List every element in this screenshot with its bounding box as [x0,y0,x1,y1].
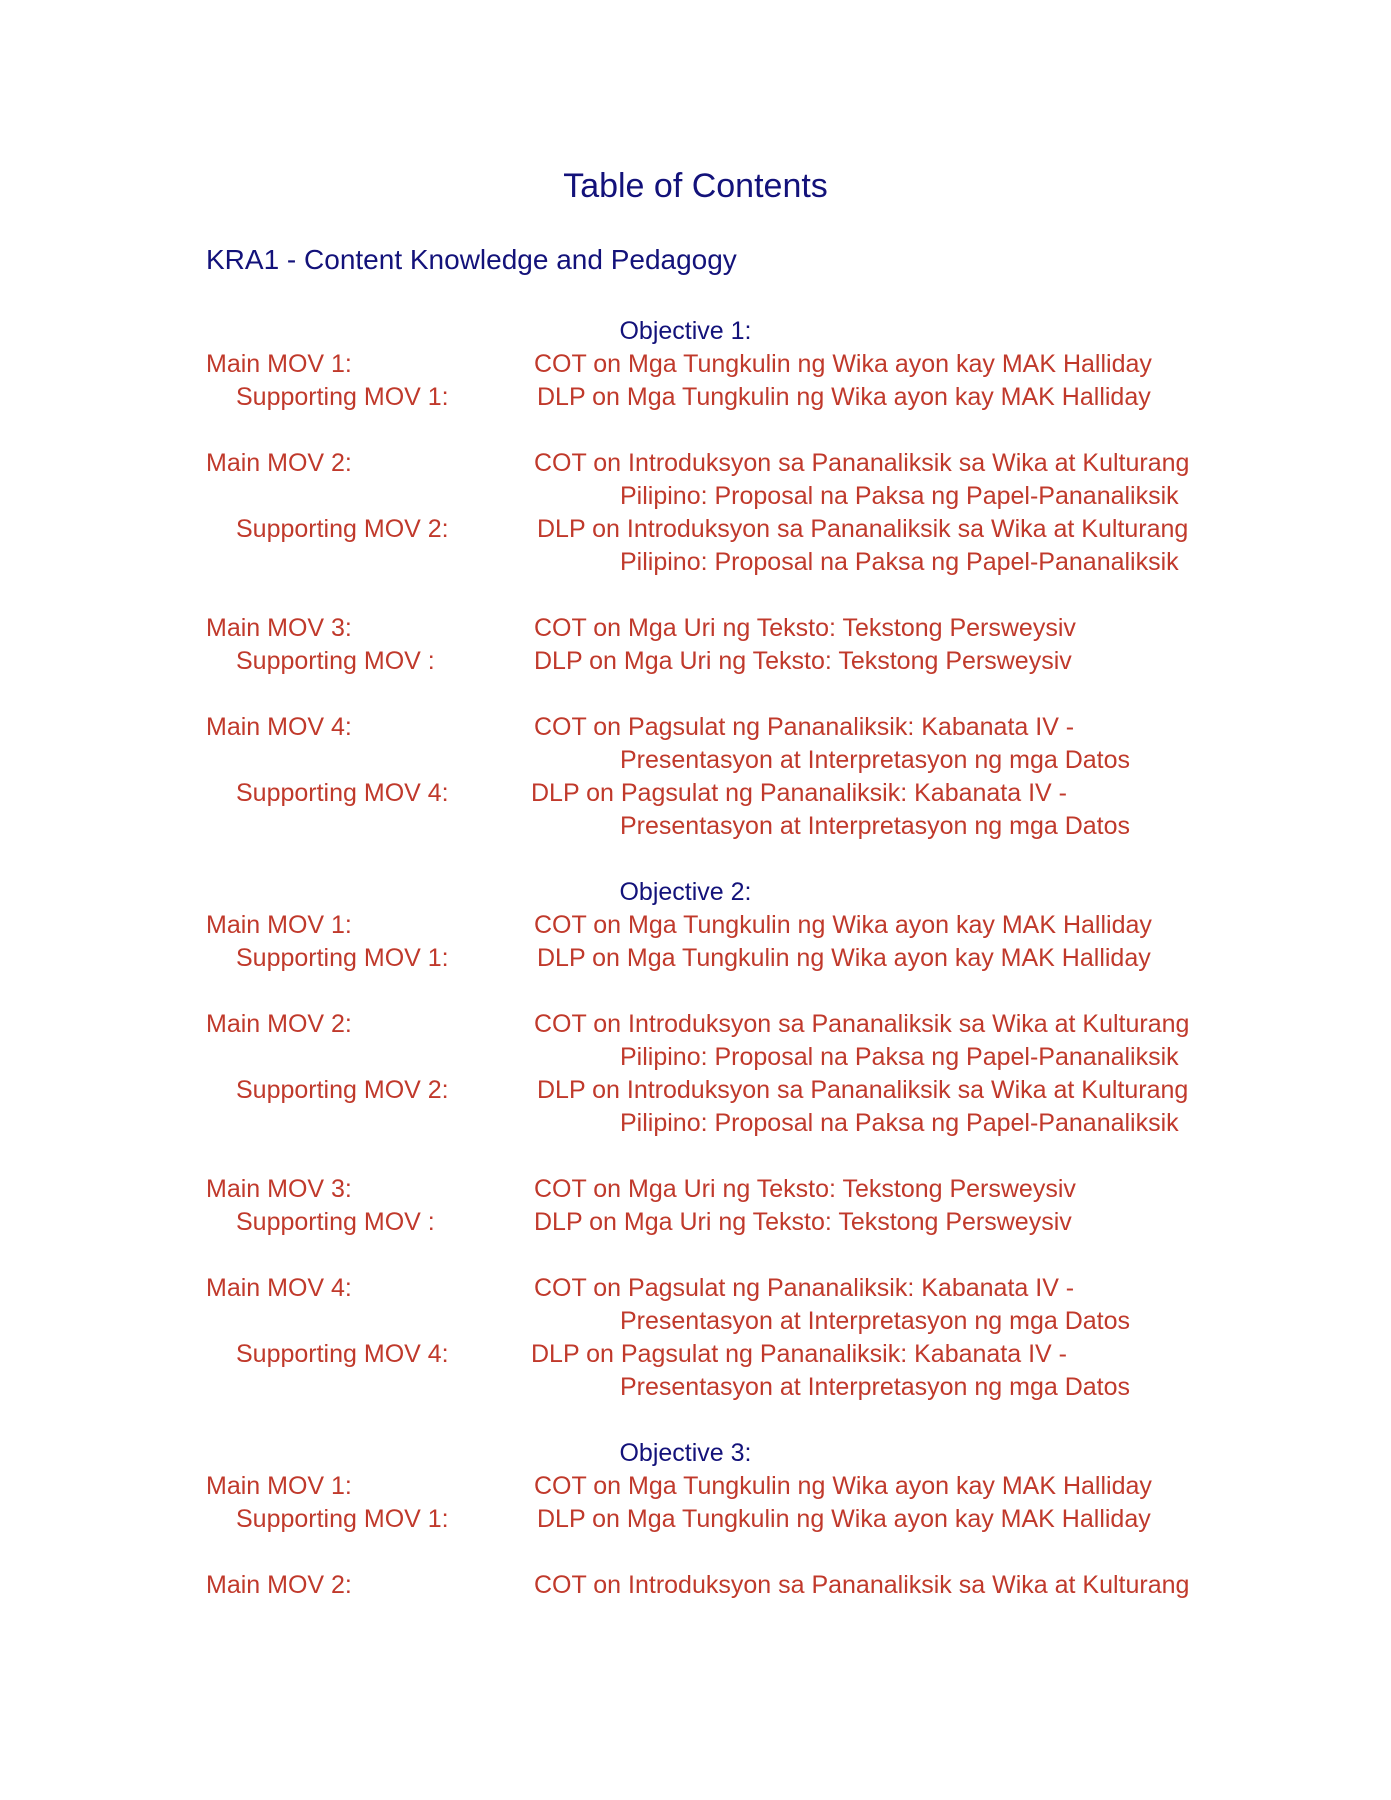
main-mov-title: COT on Introduksyon sa Pananaliksik sa Wika at Kulturang [534,1571,1190,1599]
main-mov-label: Main MOV 1: [206,1472,352,1500]
objective-heading [0,1437,1391,1470]
main-mov-title: COT on Pagsulat ng Pananaliksik: Kabanata IV - [534,713,1075,741]
spacer [0,579,1391,612]
main-mov-title: COT on Pagsulat ng Pananaliksik: Kabanata IV - [534,1274,1075,1302]
main-mov-row [0,612,1391,645]
main-mov-label: Main MOV 2: [206,1010,352,1038]
main-mov-row [0,348,1391,381]
supporting-mov-title: DLP on Mga Tungkulin ng Wika ayon kay MAK Halliday [537,1505,1151,1533]
main-mov-title-continued [0,480,1391,513]
main-mov-label: Main MOV 3: [206,1175,352,1203]
kra-heading: KRA1 - Content Knowledge and Pedagogy [206,244,737,275]
main-mov-title: COT on Mga Uri ng Teksto: Tekstong Persweysiv [534,1175,1076,1203]
objective-heading [0,876,1391,909]
supporting-mov-title: DLP on Mga Uri ng Teksto: Tekstong Persweysiv [534,647,1072,675]
main-mov-row [0,909,1391,942]
supporting-mov-title-line: Pilipino: Proposal na Paksa ng Papel-Pananaliksik [620,1109,1179,1137]
supporting-mov-row [0,777,1391,810]
main-mov-row [0,1272,1391,1305]
supporting-mov-title-continued [0,546,1391,579]
supporting-mov-title-continued [0,1107,1391,1140]
main-mov-row [0,1569,1391,1602]
main-mov-row [0,1173,1391,1206]
supporting-mov-title-line: Presentasyon at Interpretasyon ng mga Datos [620,1373,1131,1401]
supporting-mov-row [0,1503,1391,1536]
supporting-mov-label: Supporting MOV 1: [236,944,449,972]
spacer [0,1536,1391,1569]
objective-heading-text: Objective 1: [619,317,752,345]
supporting-mov-title: DLP on Mga Uri ng Teksto: Tekstong Persweysiv [534,1208,1072,1236]
supporting-mov-title: DLP on Pagsulat ng Pananaliksik: Kabanata IV - [531,1340,1067,1368]
supporting-mov-row [0,1074,1391,1107]
main-mov-label: Main MOV 1: [206,911,352,939]
objective-heading-text: Objective 2: [619,878,752,906]
supporting-mov-title-continued [0,810,1391,843]
supporting-mov-label: Supporting MOV : [236,1208,435,1236]
supporting-mov-row [0,942,1391,975]
supporting-mov-row [0,381,1391,414]
main-mov-row [0,711,1391,744]
main-mov-label: Main MOV 4: [206,1274,352,1302]
supporting-mov-row [0,513,1391,546]
supporting-mov-title: DLP on Pagsulat ng Pananaliksik: Kabanata IV - [531,779,1067,807]
supporting-mov-label: Supporting MOV 1: [236,1505,449,1533]
main-mov-row [0,1470,1391,1503]
supporting-mov-row [0,645,1391,678]
main-mov-label: Main MOV 2: [206,1571,352,1599]
supporting-mov-label: Supporting MOV 2: [236,515,449,543]
objective-heading [0,315,1391,348]
main-mov-title: COT on Mga Tungkulin ng Wika ayon kay MAK Halliday [534,1472,1152,1500]
supporting-mov-title: DLP on Introduksyon sa Pananaliksik sa Wika at Kulturang [537,1076,1189,1104]
main-mov-label: Main MOV 2: [206,449,352,477]
spacer [0,975,1391,1008]
main-mov-label: Main MOV 4: [206,713,352,741]
spacer [0,1140,1391,1173]
main-mov-title-line: Presentasyon at Interpretasyon ng mga Datos [620,746,1131,774]
supporting-mov-row [0,1206,1391,1239]
main-mov-title-continued [0,1041,1391,1074]
supporting-mov-title-line: Presentasyon at Interpretasyon ng mga Datos [620,812,1131,840]
supporting-mov-title: DLP on Mga Tungkulin ng Wika ayon kay MAK Halliday [537,944,1151,972]
supporting-mov-label: Supporting MOV 1: [236,383,449,411]
main-mov-title-line: Pilipino: Proposal na Paksa ng Papel-Pananaliksik [620,482,1179,510]
main-mov-title: COT on Introduksyon sa Pananaliksik sa Wika at Kulturang [534,1010,1190,1038]
main-mov-title-continued [0,744,1391,777]
spacer [0,1239,1391,1272]
main-mov-title-continued [0,1305,1391,1338]
supporting-mov-title-line: Pilipino: Proposal na Paksa ng Papel-Pananaliksik [620,548,1179,576]
main-mov-title: COT on Mga Uri ng Teksto: Tekstong Persweysiv [534,614,1076,642]
main-mov-title: COT on Mga Tungkulin ng Wika ayon kay MAK Halliday [534,350,1152,378]
supporting-mov-label: Supporting MOV : [236,647,435,675]
spacer [0,414,1391,447]
supporting-mov-label: Supporting MOV 4: [236,1340,449,1368]
main-mov-title-line: Presentasyon at Interpretasyon ng mga Datos [620,1307,1131,1335]
supporting-mov-title-continued [0,1371,1391,1404]
supporting-mov-label: Supporting MOV 2: [236,1076,449,1104]
spacer [0,843,1391,876]
main-mov-title: COT on Mga Tungkulin ng Wika ayon kay MAK Halliday [534,911,1152,939]
main-mov-label: Main MOV 3: [206,614,352,642]
supporting-mov-title: DLP on Mga Tungkulin ng Wika ayon kay MAK Halliday [537,383,1151,411]
page-title: Table of Contents [563,167,828,205]
main-mov-title-line: Pilipino: Proposal na Paksa ng Papel-Pananaliksik [620,1043,1179,1071]
supporting-mov-title: DLP on Introduksyon sa Pananaliksik sa Wika at Kulturang [537,515,1189,543]
main-mov-row [0,447,1391,480]
supporting-mov-row [0,1338,1391,1371]
spacer [0,678,1391,711]
toc-body [0,315,1391,1602]
main-mov-label: Main MOV 1: [206,350,352,378]
main-mov-row [0,1008,1391,1041]
supporting-mov-label: Supporting MOV 4: [236,779,449,807]
main-mov-title: COT on Introduksyon sa Pananaliksik sa Wika at Kulturang [534,449,1190,477]
spacer [0,1404,1391,1437]
objective-heading-text: Objective 3: [619,1439,752,1467]
